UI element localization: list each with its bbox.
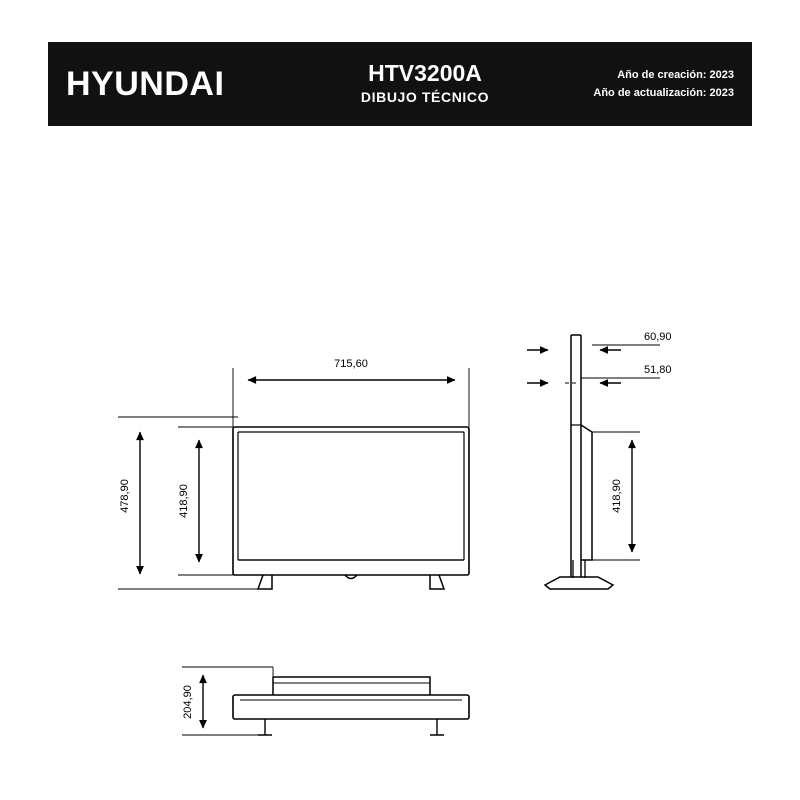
front-center-sensor	[345, 575, 357, 579]
front-tv-screen	[238, 432, 464, 560]
side-base-foot	[545, 577, 613, 589]
page-subtitle: DIBUJO TÉCNICO	[360, 89, 490, 106]
front-right-foot	[430, 575, 444, 589]
header-bar	[48, 42, 752, 126]
top-stand-plate	[273, 677, 430, 695]
front-tv-body	[233, 427, 469, 575]
label-top-depth: 204,90	[182, 685, 194, 719]
label-side-depth-total: 60,90	[644, 331, 672, 343]
front-left-foot	[258, 575, 272, 589]
label-front-width: 715,60	[334, 358, 368, 370]
label-side-depth-panel: 51,80	[644, 364, 672, 376]
label-front-total-height: 478,90	[119, 479, 131, 513]
title-block	[326, 60, 524, 109]
update-year-label: Año de actualización: 2023	[593, 87, 734, 99]
year-info	[524, 66, 734, 102]
side-stand-column	[573, 560, 585, 578]
side-panel-bulge	[581, 425, 592, 560]
creation-year-label: Año de creación: 2023	[617, 68, 734, 81]
top-tv-body	[233, 695, 469, 719]
label-front-screen-height: 418,90	[178, 484, 190, 518]
top-feet-marks	[265, 719, 437, 735]
brand-logo: HYUNDAI	[66, 64, 225, 103]
label-side-screen-height: 418,90	[611, 479, 623, 513]
page-title: HTV3200A	[368, 59, 482, 86]
